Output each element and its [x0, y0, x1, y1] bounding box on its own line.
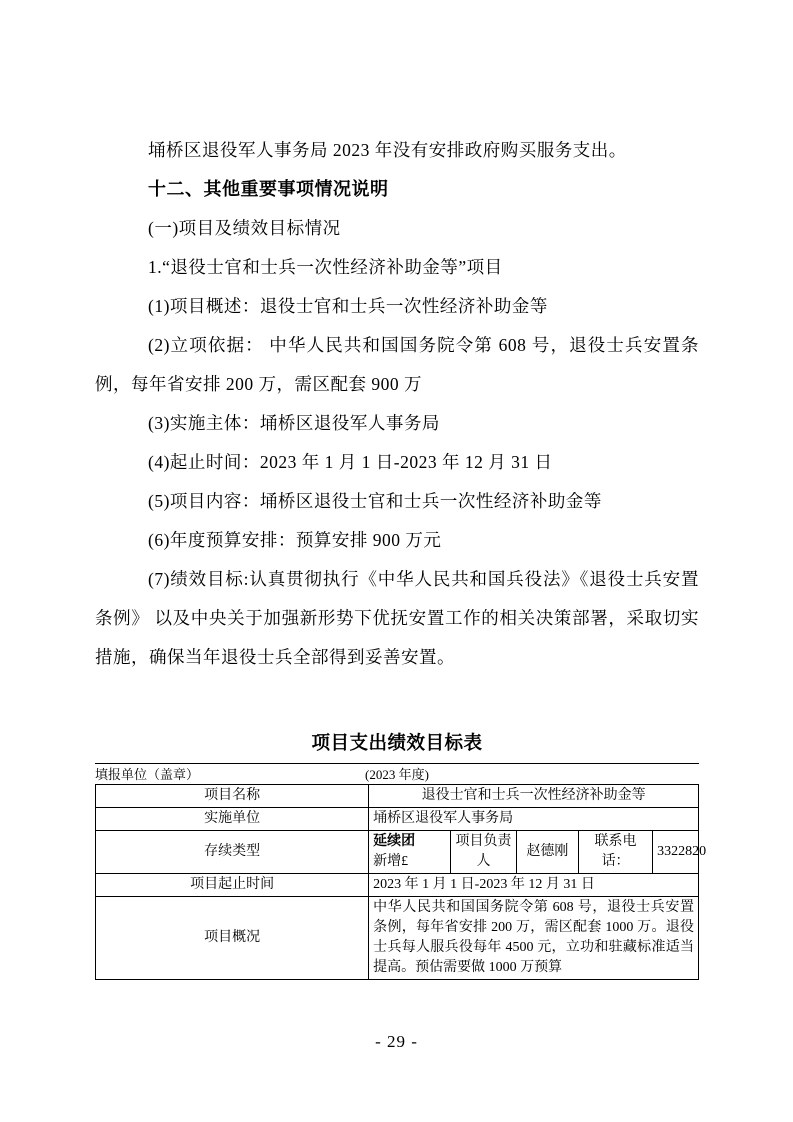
paragraph-basis: (2)立项依据： 中华人民共和国国务院令第 608 号，退役士兵安置条例，每年省安排 200 万，需区配套 900 万	[95, 335, 699, 394]
paragraph-implementer: (3)实施主体：埇桥区退役军人事务局	[148, 413, 440, 433]
table-row-time	[96, 874, 699, 897]
project-name-value: 退役士官和士兵一次性经济补助金等	[369, 785, 699, 808]
paragraph-project-title: 1.“退役士官和士兵一次性经济补助金等”项目	[148, 257, 503, 277]
impl-unit-label: 实施单位	[96, 808, 369, 831]
table-row-impl-unit	[96, 808, 699, 831]
table-subtitle-row	[95, 763, 699, 784]
project-leader-value: 赵德刚	[516, 831, 578, 874]
paragraph-budget: (6)年度预算安排：预算安排 900 万元	[148, 530, 442, 550]
performance-goal-table-block	[95, 729, 707, 980]
fill-unit-label: 填报单位（盖章）	[95, 767, 200, 782]
project-overview-label: 项目概况	[96, 897, 369, 980]
table-title: 项目支出绩效目标表	[311, 732, 483, 753]
project-leader-label: 项目负责人	[451, 831, 517, 874]
project-name-label: 项目名称	[96, 785, 369, 808]
paragraph-timespan: (4)起止时间：2023 年 1 月 1 日-2023 年 12 月 31 日	[148, 452, 553, 472]
duration-type-continue: 延续团	[373, 834, 416, 849]
table-row-project-name	[96, 785, 699, 808]
section-heading: 十二、其他重要事项情况说明	[148, 179, 389, 199]
duration-type-new: 新增£	[373, 854, 409, 869]
document-body	[95, 131, 707, 980]
paragraph-content: (5)项目内容：埇桥区退役士官和士兵一次性经济补助金等	[148, 491, 602, 511]
performance-goal-table	[95, 784, 707, 980]
year-label: (2023 年度)	[365, 767, 429, 782]
duration-type-label: 存续类型	[96, 831, 369, 874]
duration-type-value	[369, 831, 451, 874]
contact-phone-label: 联系电话：	[578, 831, 652, 874]
contact-phone-value: 3322820	[653, 831, 699, 874]
paragraph-intro: 埇桥区退役军人事务局 2023 年没有安排政府购买服务支出。	[148, 140, 627, 160]
project-overview-value: 中华人民共和国国务院令第 608 号，退役士兵安置条例，每年省安排 200 万，需区配套 1000 万。退役士兵每人服兵役每年 4500 元，立功和驻藏标准适当提高。预估需要做 1000 万预算	[369, 897, 699, 980]
project-time-value: 2023 年 1 月 1 日-2023 年 12 月 31 日	[369, 874, 699, 897]
table-row-duration-type	[96, 831, 699, 874]
project-time-label: 项目起止时间	[96, 874, 369, 897]
paragraph-performance-goal: (7)绩效目标:认真贯彻执行《中华人民共和国兵役法》《退役士兵安置条例》 以及中央关于加强新形势下优抚安置工作的相关决策部署，采取切实措施，确保当年退役士兵全部得到妥善安置。	[95, 569, 699, 667]
page-number: - 29 -	[375, 1032, 418, 1051]
paragraph-overview: (1)项目概述：退役士官和士兵一次性经济补助金等	[148, 296, 548, 316]
impl-unit-value: 埇桥区退役军人事务局	[369, 808, 699, 831]
table-row-overview	[96, 897, 699, 980]
paragraph-subsection: (一)项目及绩效目标情况	[148, 218, 341, 238]
